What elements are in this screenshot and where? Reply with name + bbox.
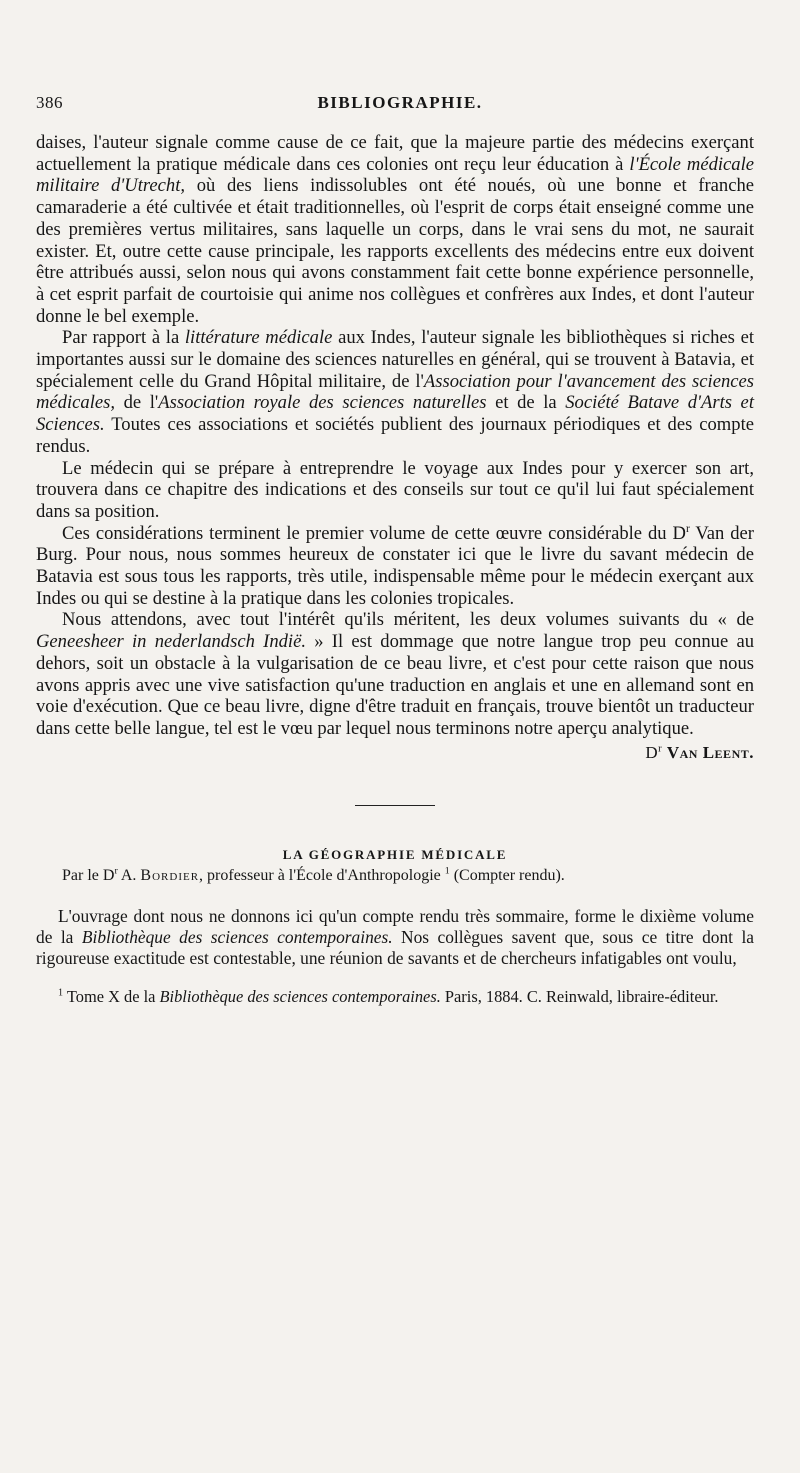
- paragraph: [36, 458, 754, 523]
- section-divider: [355, 805, 435, 806]
- page-number: 386: [36, 93, 63, 112]
- review-text: [36, 906, 754, 969]
- paragraph: [36, 906, 754, 969]
- text-run: L'ouvrage dont nous ne donnons ici qu'un compte rendu très sommaire, forme le dixième volume de la: [36, 906, 754, 948]
- text-run: daises, l'auteur signale comme cause de ce fait, que la majeure partie des médecins exerçant actuellement la pratique médicale dans ces colonies ont reçu leur éducation à: [36, 132, 754, 175]
- italic-text: Bibliothèque des sciences contemporaines.: [159, 987, 441, 1007]
- paragraph: [36, 132, 754, 327]
- text-run: Le médecin qui se prépare à entreprendre le voyage aux Indes pour y exercer son art, trouvera dans ce chapitre des indications et des conseils sur tout ce qu'il lui faut spécialement dans sa position.: [36, 457, 754, 522]
- small-caps-text: Bordier: [140, 867, 200, 885]
- signature-title-sup: r: [658, 743, 663, 755]
- section-title: LA GÉOGRAPHIE MÉDICALE: [282, 847, 508, 863]
- text-run: de l': [115, 392, 159, 414]
- signature-title: D: [645, 742, 659, 762]
- text-run: Tome X de la: [63, 987, 160, 1007]
- italic-text: littérature médicale: [184, 327, 333, 349]
- italic-text: Société Batave d'Arts et Sciences.: [36, 392, 754, 436]
- text-run: aux Indes, l'auteur signale les bibliothèques si riches et importantes aussi sur le domaine des sciences naturelles en général, qui se trouvent à Batavia, et spécialement celle du Grand Hôpital militaire, de l': [36, 327, 754, 392]
- text-run: Van der Burg. Pour nous, nous sommes heureux de constater ici que le livre du savant médecin de Batavia est sous tous les rapports, très utile, indispensable même pour le médecin exerçant aux Indes ou qui se destine à la pratique dans les colonies tropicales.: [36, 522, 754, 609]
- paragraph: [36, 523, 754, 610]
- text-run: Par rapport à la: [62, 327, 185, 349]
- text-run: Ces considérations terminent le premier volume de cette œuvre considérable du D: [62, 522, 686, 544]
- superscript: 1: [444, 865, 450, 877]
- running-title: BIBLIOGRAPHIE.: [317, 93, 483, 112]
- text-run: , professeur à l'École d'Anthropologie: [199, 867, 445, 885]
- text-run: Paris, 1884. C. Reinwald, libraire-éditeur.: [440, 987, 719, 1007]
- body-text: [36, 132, 754, 1007]
- text-run: » Il est dommage que notre langue trop peu connue au dehors, soit un obstacle à la vulgarisation de ce beau livre, et c'est pour cette raison que nous avons appris avec une vive satisfaction qu'une traduction en anglais et une en allemand sont en voie d'exécution. Que ce beau livre, digne d'être traduit en français, trouve bientôt un traducteur dans cette belle langue, tel est le vœu par lequel nous terminons notre aperçu analytique.: [36, 631, 754, 739]
- footnote: [36, 987, 754, 1007]
- author-signature: [36, 742, 754, 764]
- superscript: 1: [58, 987, 64, 999]
- text-run: Toutes ces associations et sociétés publient des journaux périodiques et des compte rendus.: [36, 414, 754, 457]
- footnote-text: [36, 987, 754, 1007]
- paragraph: [36, 327, 754, 457]
- italic-text: Bibliothèque des sciences contemporaines.: [81, 927, 393, 948]
- text-run: et de la: [486, 392, 566, 414]
- superscript: r: [114, 865, 118, 877]
- signature-name: Van Leent.: [666, 742, 754, 762]
- text-run: A.: [117, 867, 141, 885]
- running-head: [36, 93, 764, 117]
- italic-text: Association pour l'avancement des sciences médicales,: [36, 370, 754, 414]
- italic-text: l'École médicale militaire d'Utrecht,: [36, 153, 755, 197]
- superscript: r: [685, 522, 690, 535]
- text-run: (Compter rendu).: [449, 867, 565, 885]
- text-run: Nous attendons, avec tout l'intérêt qu'ils méritent, les deux volumes suivants du « de: [62, 609, 754, 631]
- paragraph: [36, 609, 754, 739]
- byline: [36, 866, 754, 886]
- italic-text: Geneesheer in nederlandsch Indië.: [36, 631, 306, 653]
- text-run: Nos collègues savent que, sous ce titre dont la rigoureuse exactitude est contestable, une réunion de savants et de chercheurs infatigables ont voulu,: [36, 927, 754, 969]
- text-run: Par le D: [62, 867, 115, 885]
- italic-text: Association royale des sciences naturelles: [158, 392, 487, 414]
- text-run: où des liens indissolubles ont été noués, où une bonne et franche camaraderie a été cultivée et était traditionnelles, où l'esprit de corps était enseigné comme une des premières vertus militaires, sans laquelle un corps, dans le vrai sens du mot, ne saurait exister. Et, outre cette cause principale, les rapports excellents des médecins entre eux doivent être attribués aussi, selon nous qui avons constamment fait cette bonne expérience personnelle, à cet esprit parfait de courtoisie qui anime nos collègues et confrères aux Indes, et dont l'auteur donne le bel exemple.: [36, 175, 755, 327]
